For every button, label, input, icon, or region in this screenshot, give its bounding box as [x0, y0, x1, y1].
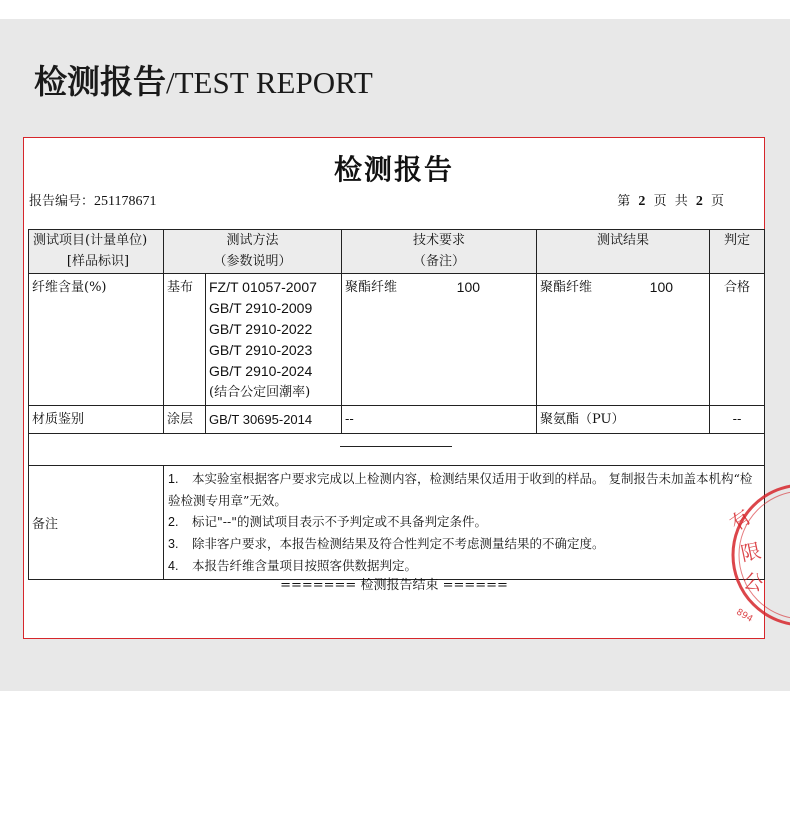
header-result-label: 测试结果 — [597, 233, 650, 248]
notes-list — [164, 466, 765, 580]
header-result — [537, 230, 710, 274]
page-count — [617, 190, 724, 210]
note-2-number: 2. — [168, 515, 179, 529]
page-suffix: 页 — [710, 194, 724, 209]
heading-chinese: 检测报告 — [34, 62, 166, 101]
note-3-text: 除非客户要求，本报告检测结果及符合性判定不考虑测量结果的不确定度。 — [192, 536, 605, 551]
row1-req-wrap — [342, 274, 536, 298]
divider-underline — [340, 446, 452, 447]
header-item-line2: [样品标识] — [66, 254, 130, 269]
row1-judge: 合格 — [710, 274, 765, 406]
row2-method: GB/T 30695-2014 — [206, 406, 342, 434]
page-prefix: 第 — [617, 194, 631, 209]
header-method — [164, 230, 342, 274]
row1-method-1: FZ/T 01057-2007 — [209, 279, 317, 295]
note-1-number: 1. — [168, 472, 179, 486]
divider-cell — [29, 434, 765, 466]
page-total: 2 — [695, 194, 703, 209]
row1-requirement — [342, 274, 537, 406]
page-mid: 页 共 — [653, 194, 688, 209]
row1-part: 基布 — [164, 274, 206, 406]
table-header-row — [29, 230, 765, 274]
row2-req: -- — [342, 406, 537, 434]
note-2-text: 标记"--"的测试项目表示不予判定或不具备判定条件。 — [192, 514, 487, 529]
row2-judge: -- — [710, 406, 765, 434]
row1-req-name: 聚酯纤维 — [345, 280, 398, 295]
row1-method-3: GB/T 2910-2022 — [209, 321, 313, 337]
report-title: 检测报告 — [333, 153, 454, 186]
table-row-material — [29, 406, 765, 434]
header-req-line2: （备注） — [413, 254, 466, 269]
row1-method-note: (结合公定回潮率) — [209, 385, 311, 400]
row1-method-5: GB/T 2910-2024 — [209, 363, 313, 379]
notes-label: 备注 — [29, 466, 164, 580]
row1-method-2: GB/T 2910-2009 — [209, 300, 313, 316]
report-end-line: ======= 检测报告结束 ====== — [280, 578, 508, 593]
svg-text:限: 限 — [738, 538, 764, 566]
row2-item: 材质鉴别 — [29, 406, 164, 434]
row1-result-value: 100 — [649, 279, 674, 295]
header-item — [29, 230, 164, 274]
row1-result-name: 聚酯纤维 — [540, 280, 593, 295]
note-4-number: 4. — [168, 559, 179, 573]
row1-result — [537, 274, 710, 406]
report-number — [29, 190, 157, 210]
row1-req-value: 100 — [456, 279, 481, 295]
seal-graphic — [707, 473, 790, 629]
header-judgement — [710, 230, 765, 274]
row1-result-wrap — [537, 274, 709, 298]
table-row-fiber — [29, 274, 765, 406]
note-4-text: 本报告纤维含量项目按照客供数据判定。 — [192, 558, 418, 573]
table-row-notes — [29, 466, 765, 580]
header-requirement — [342, 230, 537, 274]
header-method-line1: 测试方法 — [226, 233, 279, 248]
header-judge-label: 判定 — [724, 233, 751, 248]
report-number-label: 报告编号： — [29, 194, 95, 209]
row1-method-4: GB/T 2910-2023 — [209, 342, 313, 358]
official-seal — [707, 473, 790, 629]
note-item-2 — [168, 511, 762, 533]
result-table — [28, 229, 765, 580]
row1-item: 纤维含量(%) — [29, 274, 164, 406]
report-number-value: 251178671 — [94, 194, 157, 209]
heading-separator: / — [166, 65, 175, 100]
heading-english: TEST REPORT — [174, 65, 373, 100]
row2-result: 聚氨酯（PU） — [537, 406, 710, 434]
report-sheet — [23, 137, 765, 639]
note-3-number: 3. — [168, 537, 179, 551]
note-item-3 — [168, 533, 762, 555]
note-item-1 — [168, 468, 762, 511]
header-req-line1: 技术要求 — [413, 233, 466, 248]
header-item-line1: 测试项目(计量单位) — [33, 233, 148, 248]
table-row-divider — [29, 434, 765, 466]
page-current: 2 — [638, 194, 646, 209]
svg-text:有: 有 — [725, 504, 756, 536]
svg-text:公: 公 — [741, 568, 766, 596]
svg-text:894: 894 — [734, 607, 755, 625]
note-1-text: 本实验室根据客户要求完成以上检测内容，检测结果仅适用于收到的样品。 复制报告未加盖本机构“检验检测专用章”无效。 — [168, 471, 753, 508]
row2-part: 涂层 — [164, 406, 206, 434]
top-white-band — [0, 0, 790, 19]
header-method-line2: （参数说明） — [213, 254, 292, 269]
row1-methods — [206, 274, 342, 406]
page-heading — [34, 56, 373, 100]
